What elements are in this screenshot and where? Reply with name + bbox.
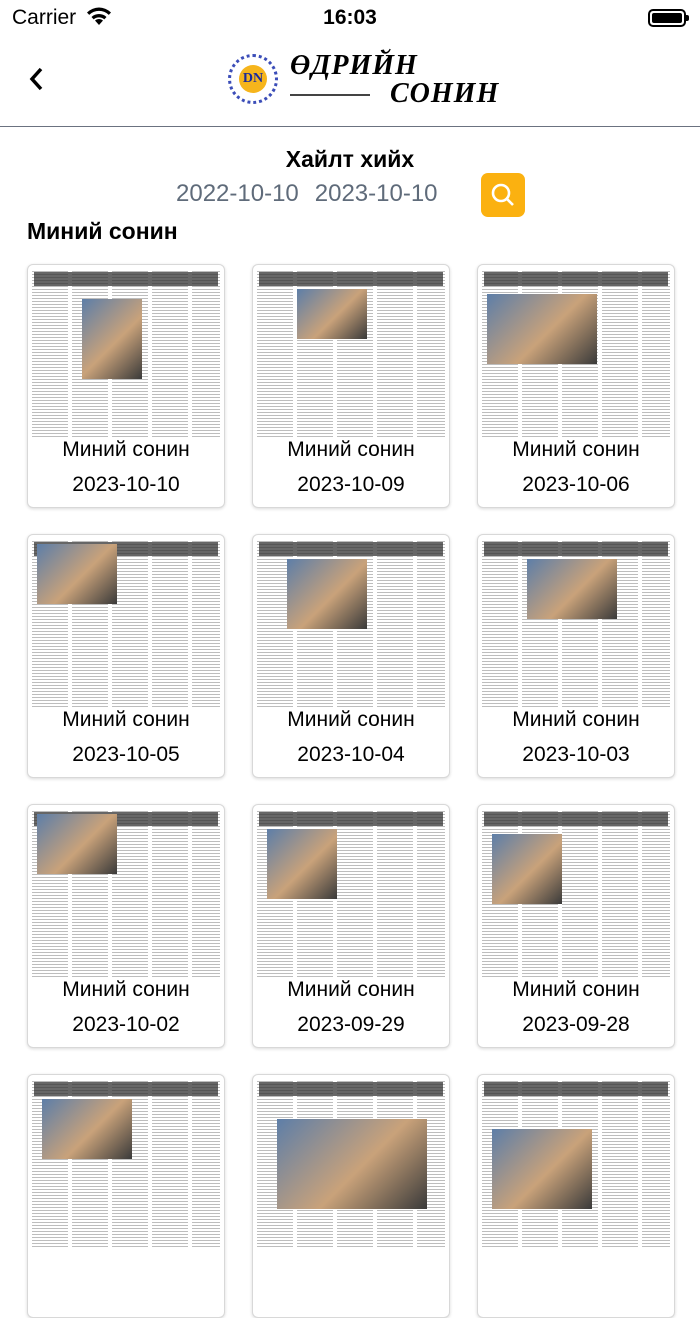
search-title: Хайлт хийх [285,146,415,172]
search-button[interactable] [481,173,525,217]
paper-name: Миний сонин [62,438,190,461]
carrier-label: Carrier [12,6,77,29]
back-button[interactable] [28,66,44,96]
logo-seal: DN [228,54,278,104]
paper-date: 2023-10-05 [72,743,180,766]
paper-card[interactable] [252,804,450,1048]
section-title: Миний сонин [27,218,178,244]
paper-thumbnail [257,539,445,707]
paper-date: 2023-10-10 [72,473,180,496]
paper-date: 2023-09-28 [522,1013,630,1036]
date-to-picker[interactable]: 2023-10-10 [314,180,438,207]
battery-icon [648,9,686,27]
paper-name: Миний сонин [287,438,415,461]
paper-thumbnail [257,809,445,977]
app-logo [228,50,498,110]
paper-thumbnail [32,809,220,977]
paper-thumbnail [257,1079,445,1247]
paper-card[interactable] [477,804,675,1048]
logo-text-1: ӨДРИЙН [290,50,418,81]
paper-card[interactable] [27,804,225,1048]
paper-card[interactable] [27,1074,225,1318]
search-icon [490,182,516,208]
paper-card[interactable] [252,1074,450,1318]
paper-name: Миний сонин [287,708,415,731]
status-bar [0,0,700,36]
paper-date: 2023-10-06 [522,473,630,496]
paper-thumbnail [257,269,445,437]
paper-date: 2023-10-09 [297,473,405,496]
paper-name: Миний сонин [512,978,640,1001]
chevron-left-icon [28,66,44,92]
paper-name: Миний сонин [287,978,415,1001]
date-from-picker[interactable]: 2022-10-10 [176,180,299,207]
paper-thumbnail [32,1079,220,1247]
paper-card[interactable] [477,264,675,508]
paper-card[interactable] [27,534,225,778]
paper-card[interactable] [252,534,450,778]
paper-card[interactable] [477,1074,675,1318]
paper-date: 2023-10-04 [297,743,405,766]
paper-name: Миний сонин [62,708,190,731]
paper-thumbnail [482,1079,670,1247]
paper-thumbnail [482,809,670,977]
logo-text-2: СОНИН [390,78,500,109]
paper-thumbnail [482,539,670,707]
paper-date: 2023-09-29 [297,1013,405,1036]
paper-name: Миний сонин [512,708,640,731]
paper-thumbnail [32,269,220,437]
clock: 16:03 [323,6,377,29]
paper-card[interactable] [252,264,450,508]
paper-thumbnail [32,539,220,707]
paper-card[interactable] [27,264,225,508]
paper-date: 2023-10-02 [72,1013,180,1036]
paper-thumbnail [482,269,670,437]
paper-date: 2023-10-03 [522,743,630,766]
nav-bar [0,36,700,127]
paper-card[interactable] [477,534,675,778]
paper-name: Миний сонин [62,978,190,1001]
paper-name: Миний сонин [512,438,640,461]
